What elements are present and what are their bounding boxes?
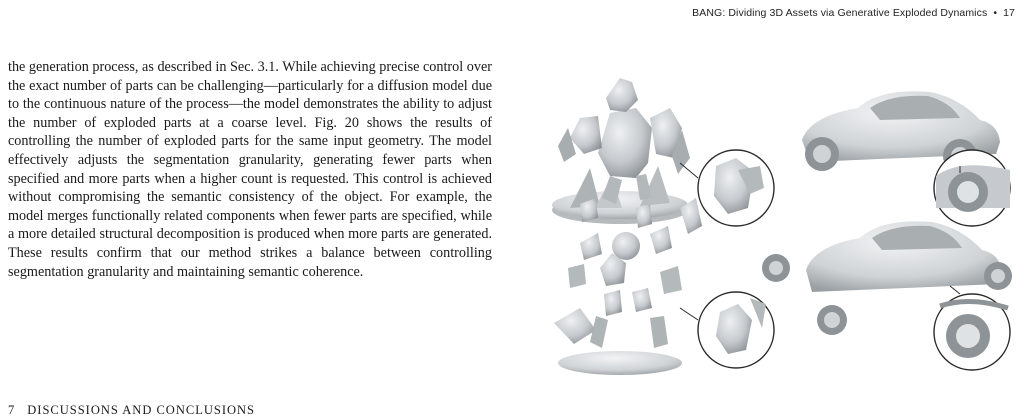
section-number: 7	[8, 403, 16, 417]
robot-statue-exploded	[554, 198, 702, 375]
header-separator: •	[993, 7, 998, 19]
running-title: BANG: Dividing 3D Assets via Generative Exploded Dynamics	[692, 7, 988, 19]
car-exploded-detail-inset	[934, 286, 1010, 370]
running-header	[692, 7, 1015, 19]
body-paragraph: the generation process, as described in Sec. 3.1. While achieving precise control over the exact number of parts can be challenging—particularly for a diffusion model due to the continuous nature of the process—the model demonstrates the ability to adjust the number of exploded parts at a coarse level. Fig. 20 shows the results of controlling the number of exploded parts for the same input geometry. The model effectively adjusts the segmentation granularity, generating fewer parts when specified and more parts when a higher count is requested. This control is achieved without compromising the semantic consistency of the object. For example, the model merges functionally related components when fewer parts are specified, while a more detailed structural decomposition is produced when more parts are generated. These results confirm that our method strikes a balance between controlling segmentation granularity and maintaining semantic coherence.	[8, 59, 492, 280]
robot-exploded-detail-inset	[680, 292, 774, 368]
figure-illustration	[540, 58, 1020, 388]
car-detail-inset	[934, 150, 1010, 226]
page-number: 17	[1003, 7, 1015, 19]
section-title: DISCUSSIONS AND CONCLUSIONS	[27, 403, 255, 417]
robot-statue-assembled	[552, 78, 690, 224]
section-heading	[8, 403, 255, 418]
figure-exploded-parts	[540, 58, 1020, 388]
